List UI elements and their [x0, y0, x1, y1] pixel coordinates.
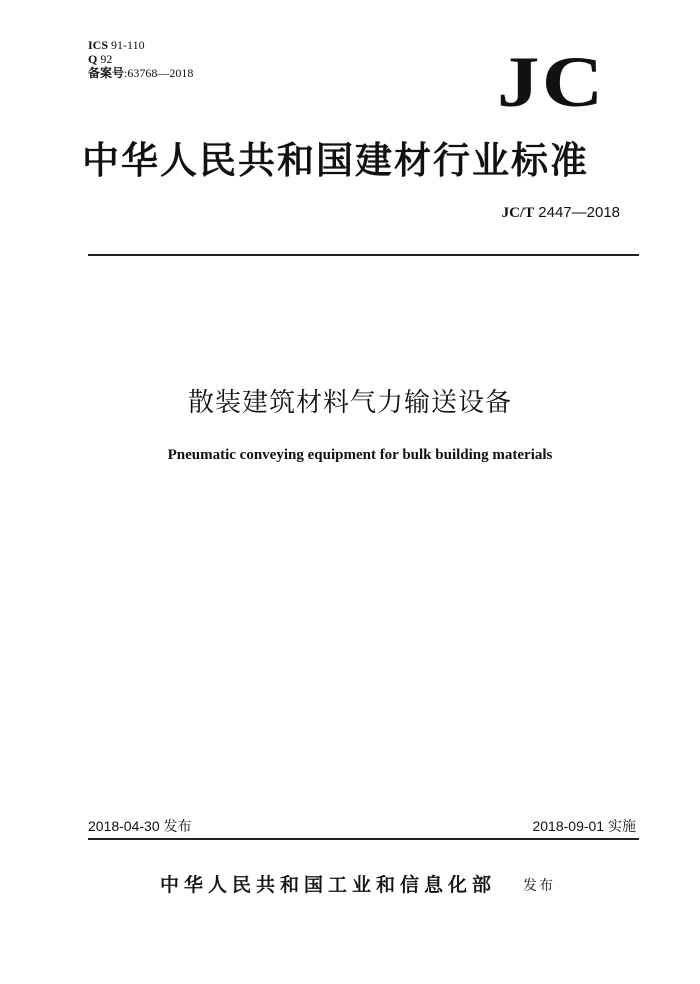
classification-code: Q 92	[88, 52, 113, 66]
document-type-heading: 中华人民共和国建材行业标准	[82, 138, 589, 182]
implementation-date: 2018-09-01 实施	[532, 818, 636, 834]
title-english: Pneumatic conveying equipment for bulk building materials	[167, 447, 553, 463]
top-divider	[88, 254, 639, 256]
bottom-divider	[88, 838, 639, 840]
standard-number: JC/T 2447—2018	[501, 204, 620, 221]
issue-date: 2018-04-30 发布	[88, 818, 192, 834]
jc-logo: JC	[497, 42, 606, 122]
classification-block	[88, 38, 193, 80]
publish-label: 发布	[523, 878, 555, 894]
ics-code: ICS 91-110	[88, 38, 145, 52]
issuing-authority: 中华人民共和国工业和信息化部	[160, 874, 497, 896]
title-chinese: 散装建筑材料气力输送设备	[187, 388, 512, 418]
record-number: 备案号:63768—2018	[88, 66, 194, 80]
